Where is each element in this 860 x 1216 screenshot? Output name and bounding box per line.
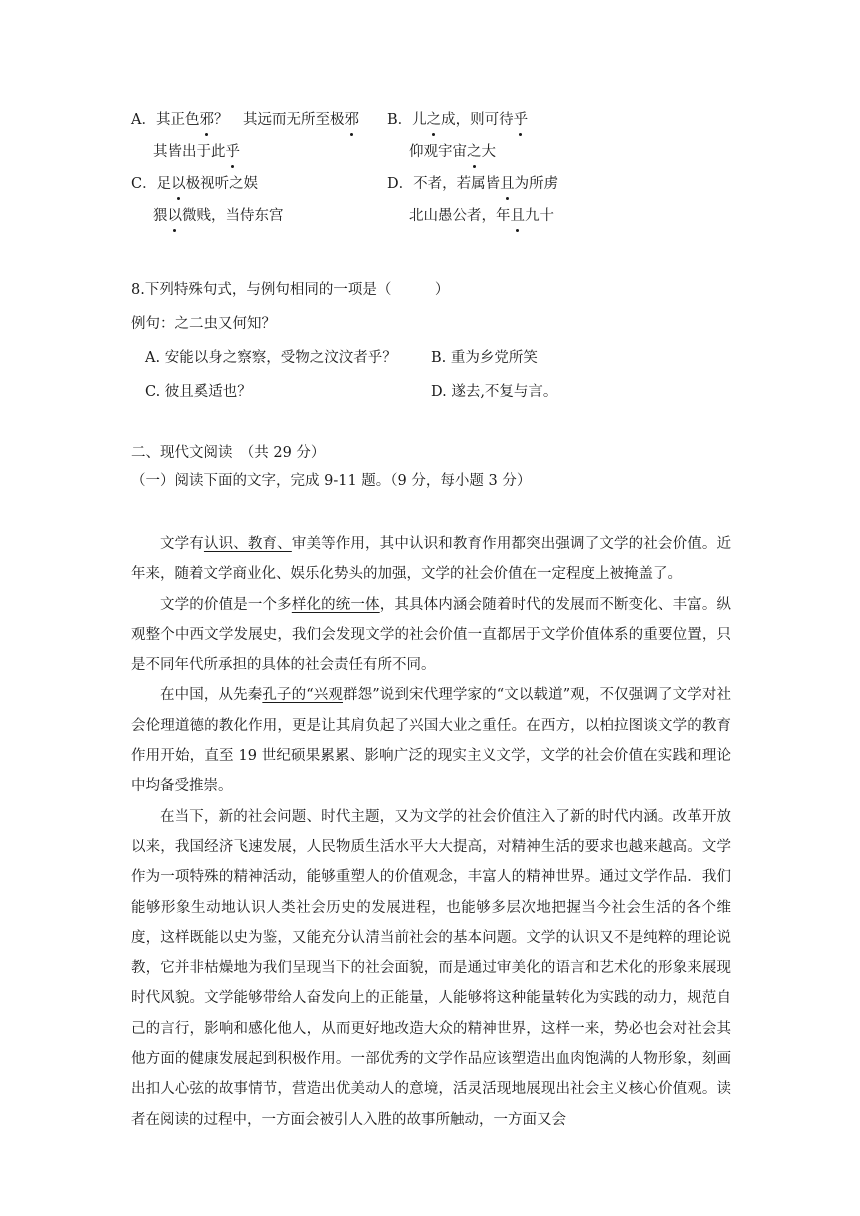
- dotted-char: 邪: [344, 108, 359, 132]
- q8-example: 例句：之二虫又何知？: [131, 316, 276, 332]
- dotted-char: 乎: [514, 108, 529, 132]
- q8-option-a: A. 安能以身之察察，受物之汶汶者乎？: [145, 350, 397, 366]
- q7-option-d-line2: [387, 204, 554, 228]
- q8-row-2: [131, 380, 651, 414]
- q7-option-b-line2: [387, 140, 496, 164]
- option-label: A．: [131, 112, 156, 128]
- underlined-text: 认识、教育、: [203, 536, 292, 552]
- text: 为所虏: [514, 176, 559, 192]
- option-label: B．: [387, 112, 413, 128]
- underlined-text: 样化的统一体: [291, 596, 380, 613]
- q7-row-4: [131, 204, 611, 236]
- q7-row-1: [131, 108, 611, 140]
- dotted-char: 以: [168, 204, 183, 228]
- q7-option-a: [131, 108, 359, 132]
- q7-option-c-line2: [131, 204, 284, 228]
- q8-row-1: [131, 346, 651, 380]
- q7-option-a-line2: [131, 140, 240, 164]
- text: ，其具体内涵会随着时代的发展而不断变化、丰富。纵观整个中西文学发展史，我们会发现文学的社会价值一直都居于文学价值体系的重要位置，只是不同年代所承担的具体的社会责任有所不同。: [131, 596, 732, 674]
- dotted-char: 以: [171, 172, 186, 196]
- text: 群怨”说到宋代理学家的“文以载道”观，不仅强调了文学对社会伦理道德的教化作用，更是让其肩负起了兴国大业之重任。在西方，以柏拉图谈文学的教育作用开始，直至 19 世纪硕果累累、影响广泛的现实主义文学，文学的社会价值在实践和理论中均备受推崇。: [131, 687, 731, 795]
- text: 微贱，当侍东宫: [182, 208, 284, 224]
- dotted-char: 乎: [226, 140, 241, 164]
- text: 其正色: [155, 112, 200, 128]
- text: 足: [156, 176, 172, 192]
- text: 北山愚公者，年: [409, 208, 511, 224]
- q8-options: [131, 346, 651, 414]
- text: 审美等作用，其中认识和教育作用都突出强调了文学的社会价值。近年来，随着文学商业化、娱乐化势头的加强，文学的社会价值在一定程度上被掩盖了。: [131, 536, 732, 583]
- text: 极视听之娱: [185, 176, 259, 192]
- q7-option-b: [387, 108, 528, 132]
- text: ？ 其远而无所至极: [213, 112, 345, 128]
- q8-option-c: C. 彼且奚适也？: [145, 384, 252, 400]
- paragraph-1: [131, 529, 731, 590]
- q8-stem: 8.下列特殊句式，与例句相同的一项是（ ）: [131, 282, 450, 298]
- q7-option-d: [387, 172, 558, 196]
- q7-options: [131, 108, 611, 236]
- paragraph-4: 在当下，新的社会问题、时代主题，又为文学的社会价值注入了新的时代内涵。改革开放以来，我国经济飞速发展，人民物质生活水平大大提高，对精神生活的要求也越来越高。文学作为一项特殊的精神活动，能够重塑人的价值观念，丰富人的精神世界。通过文学作品．我们能够形象生动地认识人类社会历史的发展进程，也能够多层次地把握当今社会生活的各个维度，这样既能以史为鉴，又能充分认清当前社会的基本问题。文学的认识又不是纯粹的理论说教，它并非枯燥地为我们呈现当下的社会面貌，而是通过审美化的语言和艺术化的形象来展现时代风貌。文学能够带给人奋发向上的正能量，人能够将这种能量转化为实践的动力，规范自己的言行，影响和感化他人，从而更好地改造大众的精神世界，这样一来，势必也会对社会其他方面的健康发展起到积极作用。一部优秀的文学作品应该塑造出血肉饱满的人物形象，刻画出扣人心弦的故事情节，营造出优美动人的意境，活灵活现地展现出社会主义核心价值观。读者在阅读的过程中，一方面会被引人入胜的故事所触动，一方面又会: [131, 808, 731, 1128]
- q8-option-d: D. 遂去,不复与言。: [431, 384, 558, 400]
- text: 不者，若属皆: [413, 176, 501, 192]
- option-label: C．: [131, 176, 157, 192]
- underlined-text: 孔子的“兴观: [262, 687, 343, 704]
- paragraph-2: [131, 590, 731, 681]
- option-label: D．: [387, 176, 414, 192]
- text: 仰观宇宙: [409, 144, 467, 160]
- text: 九十: [525, 208, 554, 224]
- dotted-char: 之: [467, 140, 482, 164]
- text: 其皆出于此: [153, 144, 226, 160]
- q7-row-2: [131, 140, 611, 172]
- question-8: [131, 278, 651, 414]
- dotted-char: 之: [427, 108, 442, 132]
- text: 大: [481, 144, 496, 160]
- text: 儿: [412, 112, 427, 128]
- text: 文学的价值是一个多: [160, 596, 292, 613]
- paragraph-3: [131, 680, 731, 801]
- section-2-header: [131, 441, 731, 497]
- q7-row-3: [131, 172, 611, 204]
- q8-option-b: B. 重为乡党所笑: [431, 350, 538, 366]
- section-subtitle: （一）阅读下面的文字，完成 9-11 题。（9 分，每小题 3 分）: [131, 473, 532, 489]
- text: 成，则可待: [441, 112, 514, 128]
- text: 猥: [153, 208, 168, 224]
- dotted-char: 且: [500, 172, 515, 196]
- text: 在中国，从先秦: [160, 687, 263, 704]
- dotted-char: 且: [511, 204, 526, 228]
- section-title: 二、现代文阅读 （共 29 分）: [131, 445, 326, 461]
- reading-article: [131, 529, 731, 1135]
- text: 文学有: [160, 536, 204, 552]
- dotted-char: 邪: [199, 108, 214, 132]
- q7-option-c: [131, 172, 258, 196]
